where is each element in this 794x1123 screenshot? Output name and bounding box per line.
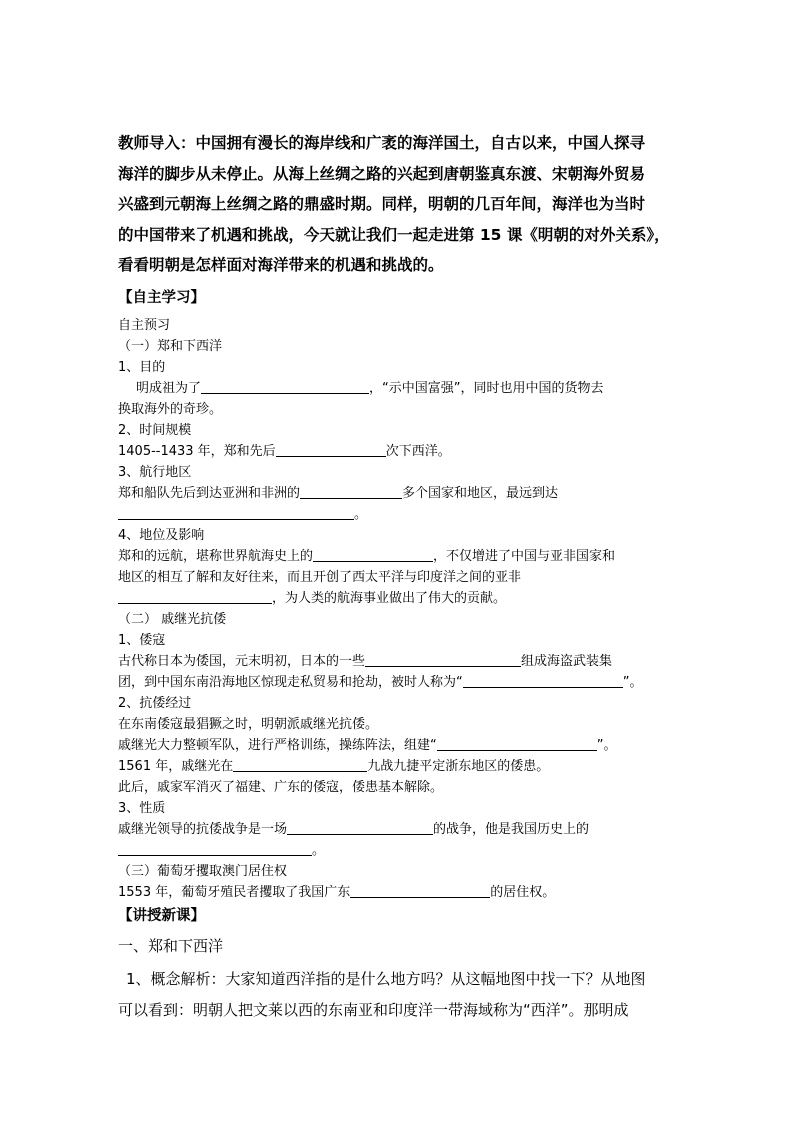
point-title: 3、航行地区 — [118, 465, 192, 480]
text: 古代称日本为倭国，元末明初，日本的一些 — [118, 654, 366, 669]
self-study-heading: 【自主学习】 — [118, 290, 205, 306]
blank-field[interactable] — [365, 652, 521, 667]
fill-line — [118, 589, 506, 609]
blank-field[interactable] — [201, 379, 369, 394]
text: ”。 — [596, 738, 617, 753]
blank-field[interactable] — [276, 442, 386, 457]
text: 多个国家和地区，最远到达 — [402, 486, 559, 501]
text: 。 — [354, 507, 368, 522]
blank-field[interactable] — [437, 736, 597, 751]
text: 1553 年，葡萄牙殖民者攫取了我国广东 — [118, 885, 351, 900]
text: 明成祖为了 — [136, 381, 202, 396]
section-title: （三）葡萄牙攫取澳门居住权 — [118, 864, 288, 879]
blank-field[interactable] — [118, 505, 354, 520]
fill-line — [118, 505, 367, 525]
fill-line — [118, 883, 555, 903]
lecture-heading: 【讲授新课】 — [118, 908, 205, 924]
point-title: 2、时间规模 — [118, 423, 192, 438]
intro-line: 的中国带来了机遇和挑战，今天就让我们一起走进第 15 课《明朝的对外关系》， — [118, 225, 670, 244]
blank-field[interactable] — [118, 589, 272, 604]
fill-line — [118, 673, 643, 693]
point-title: 2、抗倭经过 — [118, 696, 192, 711]
lecture-sub: 一、郑和下西洋 — [118, 937, 224, 955]
fill-line — [118, 484, 558, 504]
teacher-intro — [118, 128, 688, 281]
point-title: 1、目的 — [118, 360, 166, 375]
blank-field[interactable] — [300, 484, 402, 499]
intro-line: 兴盛到元朝海上丝绸之路的鼎盛时期。同样，明朝的几百年间，海洋也为当时 — [118, 195, 646, 213]
fill-line — [118, 820, 589, 840]
intro-line: 海洋的脚步从未停止。从海上丝绸之路的兴起到唐朝鉴真东渡、宋朝海外贸易 — [118, 164, 646, 183]
text: 九战九捷平定浙东地区的倭患。 — [367, 759, 550, 774]
text-line: 换取海外的奇珍。 — [118, 402, 223, 417]
point-title: 1、倭寇 — [118, 633, 166, 648]
section-title: （二） 戚继光抗倭 — [118, 612, 227, 627]
text: ，为人类的航海事业做出了伟大的贡献。 — [272, 591, 507, 606]
fill-line — [136, 379, 604, 399]
text: ”。 — [622, 675, 643, 690]
intro-line: 教师导入：中国拥有漫长的海岸线和广袤的海洋国土，自古以来，中国人探寻 — [118, 134, 646, 152]
blank-field[interactable] — [350, 883, 490, 898]
text-line: 此后，戚家军消灭了福建、广东的倭寇，倭患基本解除。 — [118, 780, 444, 795]
text: 郑和的远航，堪称世界航海史上的 — [118, 549, 314, 564]
fill-line — [118, 841, 325, 861]
intro-line: 看看明朝是怎样面对海洋带来的机遇和挑战的。 — [118, 256, 444, 274]
text: 1405--1433 年，郑和先后 — [118, 444, 276, 459]
lecture-line: 1、概念解析：大家知道西洋指的是什么地方吗？从这幅地图中找一下？从地图 — [126, 970, 646, 988]
text: 1561 年，戚继光在 — [118, 759, 234, 774]
section-title: （一）郑和下西洋 — [118, 339, 223, 354]
text-line: 在东南倭寇最猖獗之时，明朝派戚继光抗倭。 — [118, 717, 379, 732]
self-study-sub: 自主预习 — [118, 318, 171, 333]
blank-field[interactable] — [463, 673, 623, 688]
fill-line — [118, 757, 549, 777]
text: 戚继光领导的抗倭战争是一场 — [118, 822, 288, 837]
blank-field[interactable] — [233, 757, 367, 772]
text: 的战争，他是我国历史上的 — [433, 822, 590, 837]
text: 。 — [312, 843, 326, 858]
fill-line — [118, 736, 617, 756]
text: ，“示中国富强”，同时也用中国的货物去 — [369, 381, 604, 396]
text: 的居住权。 — [490, 885, 556, 900]
text: 团，到中国东南沿海地区惊现走私贸易和抢劫，被时人称为“ — [118, 675, 463, 690]
blank-field[interactable] — [287, 820, 433, 835]
blank-field[interactable] — [118, 841, 312, 856]
fill-line — [118, 547, 615, 567]
text: 郑和船队先后到达亚洲和非洲的 — [118, 486, 301, 501]
text: ，不仅增进了中国与亚非国家和 — [433, 549, 616, 564]
text: 次下西洋。 — [385, 444, 451, 459]
point-title: 3、性质 — [118, 801, 166, 816]
point-title: 4、地位及影响 — [118, 528, 205, 543]
text: 戚继光大力整顿军队，进行严格训练，操练阵法，组建“ — [118, 738, 437, 753]
text-line: 地区的相互了解和友好往来，而且开创了西太平洋与印度洋之间的亚非 — [118, 570, 522, 585]
blank-field[interactable] — [313, 547, 433, 562]
lecture-line: 可以看到：明朝人把文莱以西的东南亚和印度洋一带海域称为“西洋”。那明成 — [118, 1001, 629, 1019]
fill-line — [118, 442, 451, 462]
fill-line — [118, 652, 612, 672]
text: 组成海盗武装集 — [521, 654, 613, 669]
